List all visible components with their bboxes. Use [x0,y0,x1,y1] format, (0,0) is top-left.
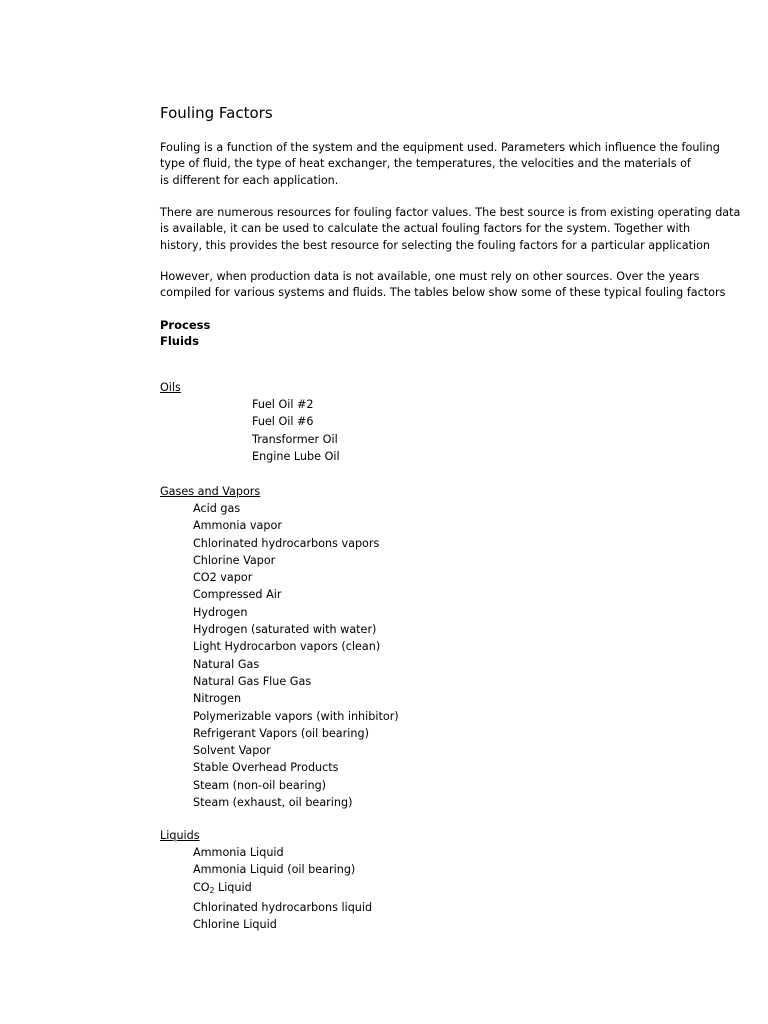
list-item: Steam (non-oil bearing) [193,778,327,792]
list-item-co2-liquid [193,879,372,899]
list-item: Solvent Vapor [193,744,271,758]
list-item: Ammonia Liquid [193,846,284,859]
list-item: Ammonia vapor [193,519,282,533]
list-item: Steam (exhaust, oil bearing) [193,796,353,810]
list-item: Hydrogen (saturated with water) [193,623,377,637]
gases-section-title: Gases and Vapors [160,485,261,498]
oils-list [252,396,340,465]
paragraph-other-sources [160,269,726,302]
list-item: Engine Lube Oil [252,449,340,463]
liquids-section-title: Liquids [160,829,200,842]
list-item: Transformer Oil [252,432,338,446]
heading-line: Fluids [160,333,200,348]
list-item: Fuel Oil #6 [252,415,314,429]
list-item: Chlorine Liquid [193,918,277,932]
list-item: Refrigerant Vapors (oil bearing) [193,726,369,740]
list-item: Nitrogen [193,692,242,706]
paragraph-line: There are numerous resources for fouling factor values. The best source is from existing operating data [160,206,741,219]
paragraph-line: compiled for various systems and fluids. The tables below show some of these typical fouling factors [160,286,726,300]
paragraph-fouling-intro [160,140,720,189]
oils-section-title: Oils [160,381,181,394]
co2-subscript: 2 [209,885,215,895]
list-item: Hydrogen [193,605,248,619]
process-fluids-heading [160,318,210,349]
paragraph-line: is different for each application. [160,173,339,187]
page-title: Fouling Factors [160,104,273,122]
list-item: Polymerizable vapors (with inhibitor) [193,709,399,723]
heading-line: Process [160,318,211,332]
list-item: Light Hydrocarbon vapors (clean) [193,640,381,654]
list-item: Chlorinated hydrocarbons liquid [193,900,373,914]
list-item: CO2 vapor [193,571,253,585]
paragraph-line: is available, it can be used to calculate the actual fouling factors for the system. Together with [160,222,691,236]
gases-list [193,500,399,811]
list-item: Natural Gas Flue Gas [193,674,312,688]
paragraph-line: Fouling is a function of the system and the equipment used. Parameters which influence the fouling [160,141,720,154]
list-item: Acid gas [193,502,241,515]
list-item: Natural Gas [193,657,260,671]
list-item: Fuel Oil #2 [252,398,314,411]
list-item: Chlorinated hydrocarbons vapors [193,536,380,550]
list-item: Ammonia Liquid (oil bearing) [193,863,356,877]
co2-prefix: CO [193,880,210,894]
list-item: Chlorine Vapor [193,553,276,567]
paragraph-line: history, this provides the best resource for selecting the fouling factors for a particular application [160,238,711,252]
list-item: Stable Overhead Products [193,761,339,775]
paragraph-resources [160,205,741,254]
list-item: Compressed Air [193,588,282,602]
co2-suffix: Liquid [214,880,252,894]
liquids-list [193,844,372,933]
paragraph-line: type of fluid, the type of heat exchanger, the temperatures, the velocities and the materials of [160,157,691,171]
paragraph-line: However, when production data is not available, one must rely on other sources. Over the years [160,270,700,283]
